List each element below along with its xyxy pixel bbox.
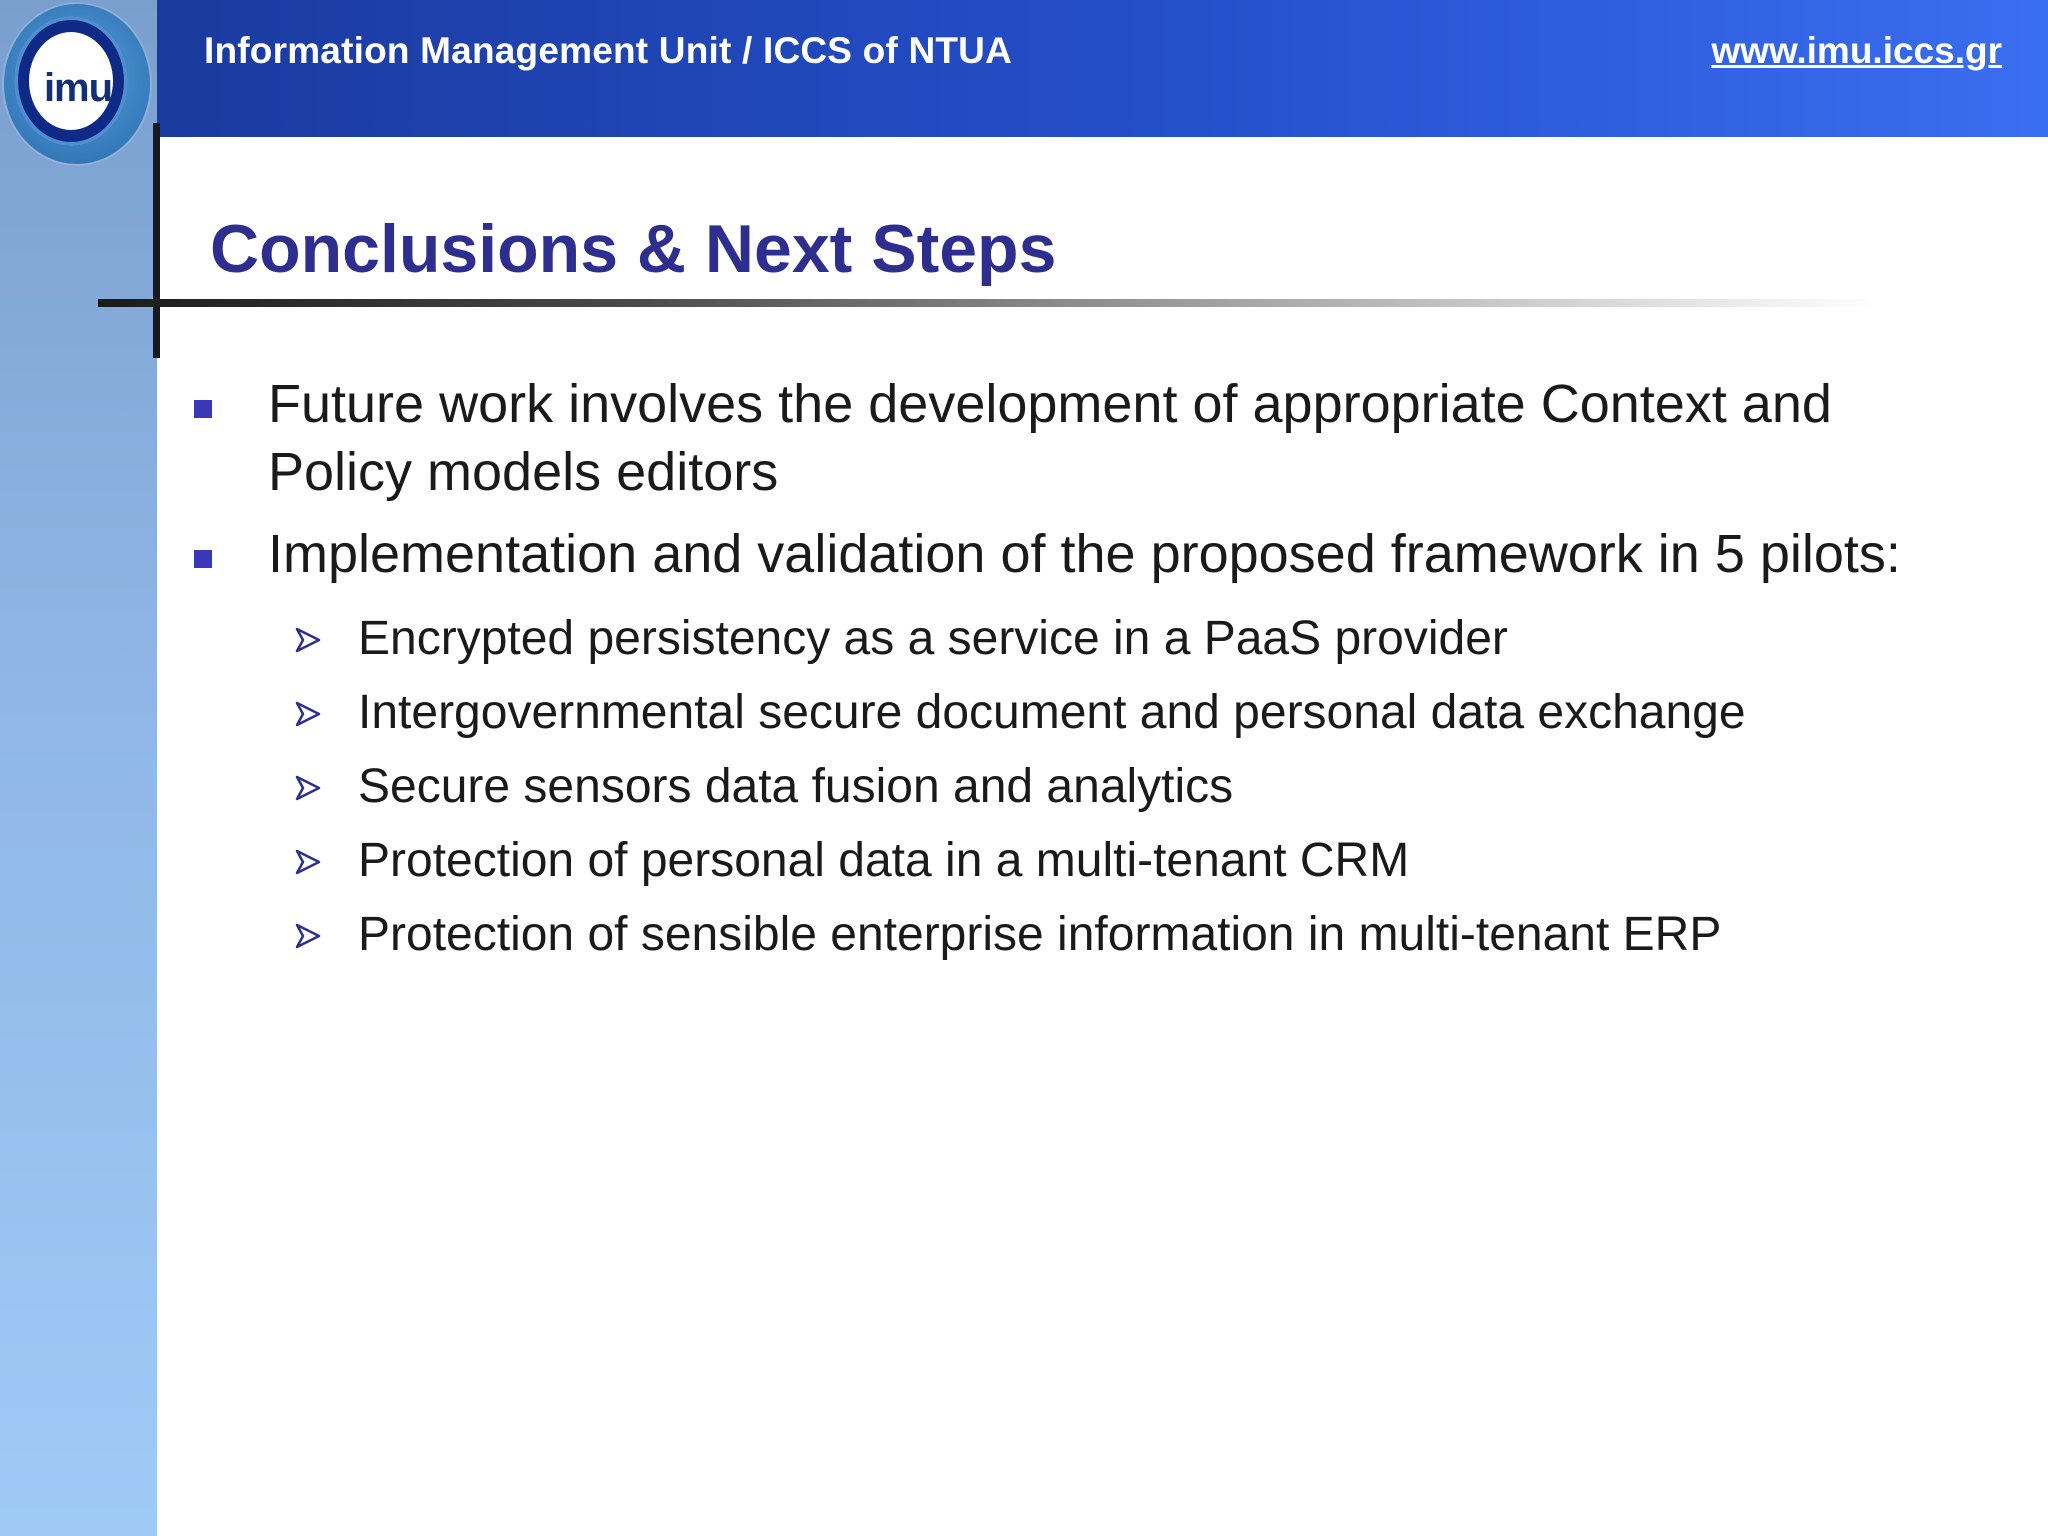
sub-bullet-item (190, 824, 1990, 898)
sub-bullet-item (190, 676, 1990, 750)
arrowhead-bullet-icon (294, 700, 322, 728)
header-title: Information Management Unit / ICCS of NTUA (204, 30, 1013, 71)
slide-title: Conclusions & Next Steps (210, 211, 1057, 287)
square-bullet-icon (194, 550, 212, 568)
arrowhead-bullet-icon (294, 774, 322, 802)
sub-bullet-item (190, 750, 1990, 824)
left-sidebar-decoration (0, 0, 157, 1536)
sub-bullet-text: Secure sensors data fusion and analytics (358, 760, 1234, 813)
sub-bullet-text: Protection of personal data in a multi-tenant CRM (358, 834, 1410, 887)
imu-logo (4, 4, 150, 164)
sub-bullet-item (190, 898, 1990, 972)
sub-bullet-text: Encrypted persistency as a service in a PaaS provider (358, 612, 1508, 665)
website-link[interactable]: www.imu.iccs.gr (1711, 30, 2002, 71)
arrowhead-bullet-icon (294, 848, 322, 876)
logo-text: imu (43, 65, 113, 110)
bullet-item (190, 520, 1990, 588)
bullet-text: Implementation and validation of the proposed framework in 5 pilots: (268, 524, 1901, 584)
sub-bullet-text: Protection of sensible enterprise information in multi-tenant ERP (358, 908, 1722, 961)
arrowhead-bullet-icon (294, 626, 322, 654)
arrowhead-bullet-icon (294, 922, 322, 950)
square-bullet-icon (194, 400, 212, 418)
sub-bullet-item (190, 602, 1990, 676)
sub-bullet-list (190, 602, 1990, 972)
vertical-divider (153, 123, 160, 358)
sub-bullet-text: Intergovernmental secure document and personal data exchange (358, 686, 1746, 739)
title-underline-divider (98, 299, 1878, 307)
bullet-text: Future work involves the development of appropriate Context and Policy models editors (268, 374, 1832, 502)
bullet-item (190, 370, 1990, 506)
slide-content (190, 370, 1990, 972)
